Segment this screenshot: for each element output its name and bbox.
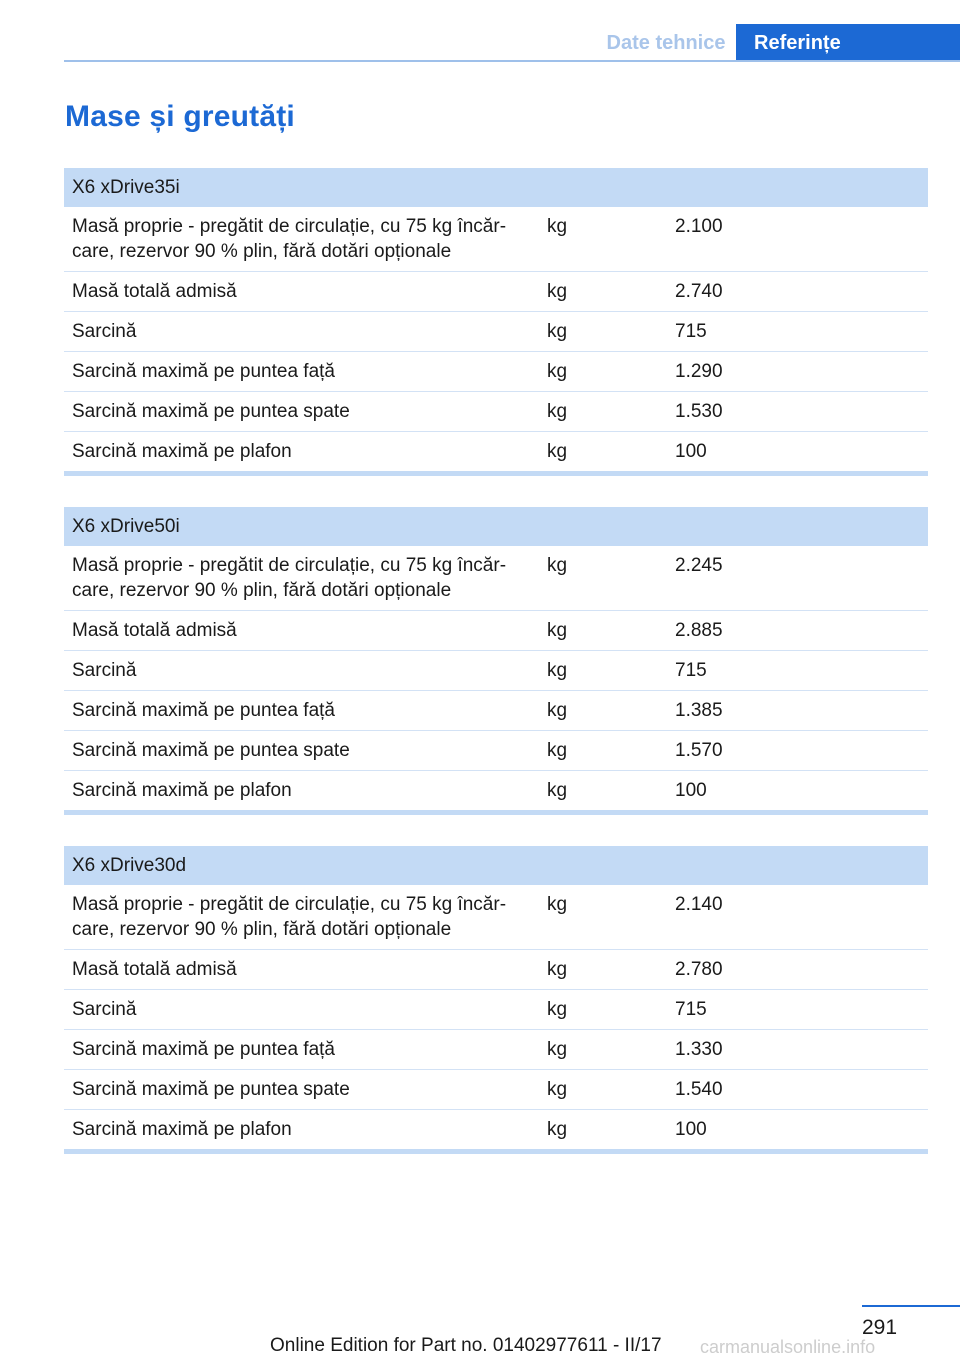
row-unit: kg [539, 950, 667, 990]
row-label: Sarcină [64, 651, 539, 691]
watermark: carmanualsonline.info [700, 1337, 876, 1357]
table-row [64, 651, 928, 691]
row-value: 1.540 [667, 1070, 928, 1110]
row-unit: kg [539, 546, 667, 611]
row-value: 1.330 [667, 1030, 928, 1070]
table-row [64, 312, 928, 352]
table-row [64, 352, 928, 392]
row-value: 715 [667, 990, 928, 1030]
row-unit: kg [539, 1030, 667, 1070]
table-row [64, 691, 928, 731]
row-value: 100 [667, 1110, 928, 1152]
table-row [64, 885, 928, 950]
edition-text: Online Edition for Part no. 01402977611 - II/17 [270, 1335, 662, 1356]
table-header-row [64, 507, 928, 546]
row-unit: kg [539, 352, 667, 392]
row-unit: kg [539, 990, 667, 1030]
row-value: 715 [667, 651, 928, 691]
row-unit: kg [539, 651, 667, 691]
row-unit: kg [539, 885, 667, 950]
row-value: 2.100 [667, 207, 928, 272]
row-unit: kg [539, 272, 667, 312]
row-label: Sarcină maximă pe plafon [64, 771, 539, 813]
table-row [64, 1030, 928, 1070]
row-value: 1.385 [667, 691, 928, 731]
row-value: 1.290 [667, 352, 928, 392]
row-unit: kg [539, 731, 667, 771]
row-value: 1.570 [667, 731, 928, 771]
footer-divider [862, 1305, 960, 1307]
model-heading: X6 xDrive50i [64, 507, 928, 546]
weights-table-xdrive35i [64, 168, 928, 476]
row-label: Sarcină maximă pe plafon [64, 432, 539, 474]
table-row [64, 990, 928, 1030]
row-label: Sarcină maximă pe puntea față [64, 352, 539, 392]
row-label: Sarcină maximă pe puntea față [64, 691, 539, 731]
model-heading: X6 xDrive30d [64, 846, 928, 885]
table-row [64, 1070, 928, 1110]
row-unit: kg [539, 392, 667, 432]
row-label: Masă proprie - pregătit de circulație, cu 75 kg încăr‐ care, rezervor 90 % plin, fără dotări opționale [64, 885, 539, 950]
row-unit: kg [539, 611, 667, 651]
row-unit: kg [539, 207, 667, 272]
row-unit: kg [539, 691, 667, 731]
tab-date-tehnice[interactable]: Date tehnice [596, 24, 736, 62]
row-value: 100 [667, 432, 928, 474]
page-title: Mase și greutăți [65, 100, 295, 133]
table-row [64, 207, 928, 272]
table-header-row [64, 168, 928, 207]
row-label: Sarcină maximă pe plafon [64, 1110, 539, 1152]
page-number: 291 [862, 1316, 898, 1339]
row-value: 2.780 [667, 950, 928, 990]
header-divider [64, 60, 960, 62]
row-label: Sarcină maximă pe puntea spate [64, 731, 539, 771]
row-unit: kg [539, 312, 667, 352]
row-unit: kg [539, 432, 667, 474]
tab-referinte[interactable]: Referințe [736, 24, 960, 62]
row-label: Masă proprie - pregătit de circulație, cu 75 kg încăr‐ care, rezervor 90 % plin, fără dotări opționale [64, 546, 539, 611]
row-unit: kg [539, 1070, 667, 1110]
row-label: Sarcină [64, 990, 539, 1030]
table-row [64, 432, 928, 474]
row-unit: kg [539, 1110, 667, 1152]
table-row [64, 272, 928, 312]
table-row [64, 771, 928, 813]
row-value: 2.740 [667, 272, 928, 312]
row-value: 2.885 [667, 611, 928, 651]
row-label: Sarcină maximă pe puntea spate [64, 1070, 539, 1110]
table-row [64, 392, 928, 432]
row-label: Sarcină maximă pe puntea față [64, 1030, 539, 1070]
table-row [64, 950, 928, 990]
row-value: 2.245 [667, 546, 928, 611]
row-label: Masă totală admisă [64, 950, 539, 990]
weights-table-xdrive30d [64, 846, 928, 1154]
row-label: Masă totală admisă [64, 272, 539, 312]
row-value: 100 [667, 771, 928, 813]
table-row [64, 1110, 928, 1152]
table-row [64, 611, 928, 651]
table-header-row [64, 846, 928, 885]
row-label: Masă proprie - pregătit de circulație, cu 75 kg încăr‐ care, rezervor 90 % plin, fără dotări opționale [64, 207, 539, 272]
row-label: Sarcină [64, 312, 539, 352]
table-row [64, 731, 928, 771]
row-value: 715 [667, 312, 928, 352]
model-heading: X6 xDrive35i [64, 168, 928, 207]
weights-table-xdrive50i [64, 507, 928, 815]
table-row [64, 546, 928, 611]
row-value: 2.140 [667, 885, 928, 950]
row-label: Sarcină maximă pe puntea spate [64, 392, 539, 432]
row-unit: kg [539, 771, 667, 813]
row-value: 1.530 [667, 392, 928, 432]
row-label: Masă totală admisă [64, 611, 539, 651]
header-tabs [596, 24, 960, 62]
